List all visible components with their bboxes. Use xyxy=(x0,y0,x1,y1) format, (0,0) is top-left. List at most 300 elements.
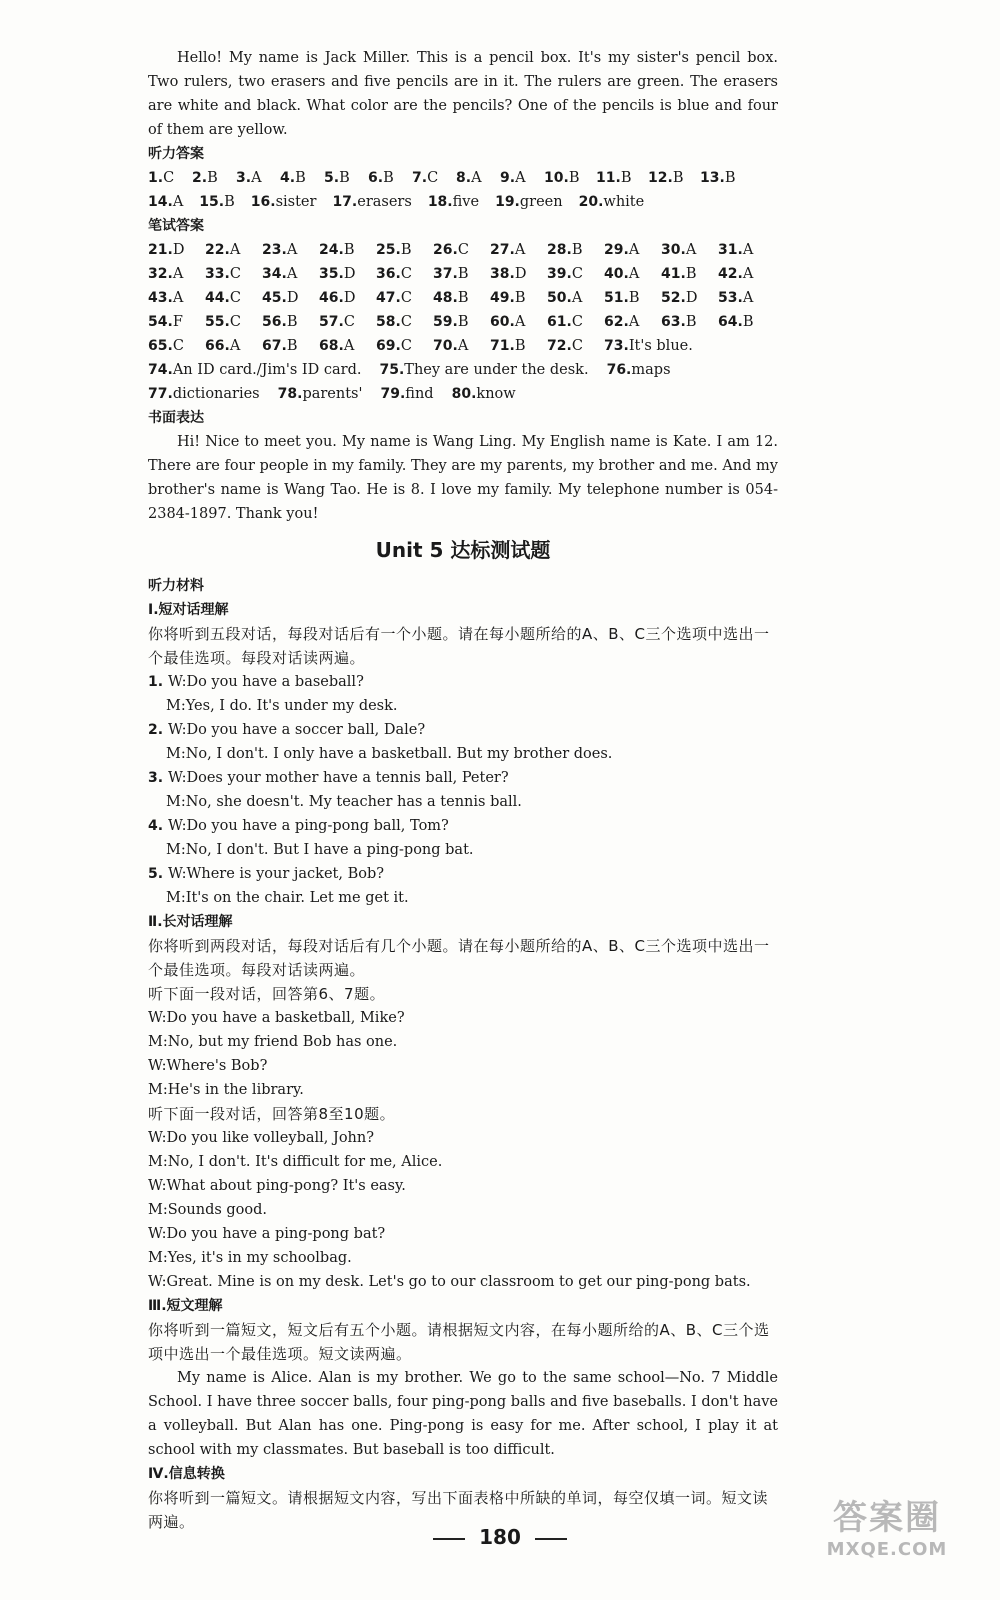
section2-part1-lines xyxy=(148,1006,778,1102)
answer-value: D xyxy=(514,266,527,282)
answer-item xyxy=(205,334,262,358)
answer-item xyxy=(490,310,547,334)
answer-item xyxy=(278,382,363,406)
dialog-line-w xyxy=(148,670,778,694)
answer-number: 27. xyxy=(490,242,515,258)
answer-value: C xyxy=(400,314,412,330)
answer-value: D xyxy=(343,266,356,282)
section1-instruction: 你将听到五段对话，每段对话后有一个小题。请在每小题所给的A、B、C三个选项中选出一个最佳选项。每段对话读两遍。 xyxy=(148,625,770,667)
answer-row xyxy=(148,334,778,358)
dialog-number: 5. xyxy=(148,866,168,882)
answer-item xyxy=(319,238,376,262)
answer-value: D xyxy=(172,242,185,258)
dialog-text: W:Where is your jacket, Bob? xyxy=(167,866,385,882)
answer-item xyxy=(205,262,262,286)
answer-number: 33. xyxy=(205,266,230,282)
answer-item xyxy=(376,310,433,334)
answer-number: 50. xyxy=(547,290,572,306)
answer-value: B xyxy=(742,314,754,330)
answer-number: 39. xyxy=(547,266,572,282)
answer-value: B xyxy=(685,266,697,282)
answer-item xyxy=(547,334,604,358)
answer-item xyxy=(604,334,693,358)
answer-value: B xyxy=(224,194,235,210)
answer-item xyxy=(547,286,604,310)
answer-item xyxy=(262,310,319,334)
answer-value: C xyxy=(172,338,184,354)
section3-title: Ⅲ.短文理解 xyxy=(148,1298,223,1314)
answer-item xyxy=(324,166,368,190)
answer-number: 23. xyxy=(262,242,287,258)
answer-item xyxy=(262,262,319,286)
answer-value: B xyxy=(207,170,218,186)
answer-number: 66. xyxy=(205,338,230,354)
answer-number: 44. xyxy=(205,290,230,306)
answer-item xyxy=(433,310,490,334)
answer-number: 6. xyxy=(368,170,384,186)
answer-number: 60. xyxy=(490,314,515,330)
answer-value: B xyxy=(514,290,526,306)
answer-item xyxy=(718,238,775,262)
section3-instruction: 你将听到一篇短文，短文后有五个小题。请根据短文内容，在每小题所给的A、B、C三个选项中选出一个最佳选项。短文读两遍。 xyxy=(148,1321,770,1363)
answer-item xyxy=(661,310,718,334)
answer-item xyxy=(547,238,604,262)
answer-number: 21. xyxy=(148,242,173,258)
dialog-line-w xyxy=(148,814,778,838)
answer-number: 18. xyxy=(427,194,453,210)
dialog-text: W:Do you have a ping-pong ball, Tom? xyxy=(167,818,449,834)
dialog-line-m: M:It's on the chair. Let me get it. xyxy=(166,890,409,906)
answer-value: B xyxy=(383,170,394,186)
answer-number: 72. xyxy=(547,338,572,354)
answer-number: 10. xyxy=(544,170,569,186)
answer-number: 47. xyxy=(376,290,401,306)
answer-item xyxy=(148,190,183,214)
answer-row xyxy=(148,166,778,190)
answer-item xyxy=(379,358,588,382)
answer-number: 2. xyxy=(192,170,208,186)
answer-item xyxy=(412,166,456,190)
answer-value: white xyxy=(603,194,645,210)
answer-number: 76. xyxy=(606,362,632,378)
answer-value: D xyxy=(685,290,698,306)
answer-value: It's blue. xyxy=(628,338,693,354)
answer-value: A xyxy=(172,266,184,282)
answer-item xyxy=(661,262,718,286)
answer-number: 26. xyxy=(433,242,458,258)
answer-number: 75. xyxy=(379,362,405,378)
answer-number: 68. xyxy=(319,338,344,354)
answer-value: sister xyxy=(275,194,317,210)
answer-value: B xyxy=(457,266,469,282)
answer-value: parents' xyxy=(302,386,363,402)
answer-value: erasers xyxy=(357,194,412,210)
answer-value: B xyxy=(628,290,640,306)
answer-value: An ID card./Jim's ID card. xyxy=(172,362,362,378)
answer-value: B xyxy=(571,242,583,258)
answer-item xyxy=(148,166,192,190)
listening-answers xyxy=(148,166,778,214)
answer-number: 77. xyxy=(148,386,173,402)
answer-item xyxy=(199,190,234,214)
written-answers-heading: 笔试答案 xyxy=(148,218,204,234)
answer-item xyxy=(718,286,775,310)
dialog-line: W:Do you like volleyball, John? xyxy=(148,1130,374,1146)
answer-value: maps xyxy=(631,362,671,378)
dialog-line: M:No, I don't. It's difficult for me, Alice. xyxy=(148,1154,443,1170)
answer-number: 16. xyxy=(250,194,276,210)
answer-item xyxy=(376,238,433,262)
answer-value: B xyxy=(620,170,632,186)
answer-item xyxy=(148,334,205,358)
answer-number: 35. xyxy=(319,266,344,282)
answer-value: A xyxy=(515,170,526,186)
answer-item xyxy=(319,310,376,334)
answer-value: C xyxy=(229,266,241,282)
answer-item xyxy=(490,334,547,358)
answer-number: 59. xyxy=(433,314,458,330)
answer-value: A xyxy=(685,242,697,258)
answer-value: C xyxy=(229,290,241,306)
answer-number: 38. xyxy=(490,266,515,282)
answer-number: 55. xyxy=(205,314,230,330)
dialog-line-w xyxy=(148,718,778,742)
answer-number: 78. xyxy=(277,386,303,402)
answer-value: D xyxy=(286,290,299,306)
answer-number: 74. xyxy=(148,362,173,378)
page-number-dash-right xyxy=(535,1538,567,1540)
answer-item xyxy=(547,262,604,286)
section1-title: Ⅰ.短对话理解 xyxy=(148,602,229,618)
answer-value: C xyxy=(229,314,241,330)
answer-value: C xyxy=(571,338,583,354)
answer-value: C xyxy=(400,338,412,354)
dialog-number: 1. xyxy=(148,674,168,690)
answer-number: 65. xyxy=(148,338,173,354)
answer-item xyxy=(205,238,262,262)
answer-number: 80. xyxy=(451,386,477,402)
section2-part2-lines xyxy=(148,1126,778,1294)
dialog-line: W:What about ping-pong? It's easy. xyxy=(148,1178,406,1194)
answer-row xyxy=(148,358,778,382)
answer-value: A xyxy=(571,290,583,306)
answer-value: C xyxy=(400,266,412,282)
answer-item xyxy=(192,166,236,190)
answer-item xyxy=(490,238,547,262)
page-number-text: 180 xyxy=(479,1525,521,1549)
answer-value: C xyxy=(400,290,412,306)
writing-text: Hi! Nice to meet you. My name is Wang Ling. My English name is Kate. I am 12. There are four people in my family. They are my parents, my brother and me. And my brother's name is Wang Tao. He is 8. I love my family. My telephone number is 054-2384-1897. Thank you! xyxy=(148,434,778,522)
answer-value: five xyxy=(452,194,480,210)
answer-item xyxy=(148,358,361,382)
answer-number: 43. xyxy=(148,290,173,306)
answer-value: B xyxy=(568,170,580,186)
answer-number: 58. xyxy=(376,314,401,330)
answer-item xyxy=(280,166,324,190)
answer-value: C xyxy=(343,314,355,330)
answer-value: B xyxy=(343,242,355,258)
answer-value: B xyxy=(286,314,298,330)
answer-value: A xyxy=(229,242,241,258)
materials-heading: 听力材料 xyxy=(148,578,204,594)
written-answers-lines xyxy=(148,358,778,406)
answer-value: B xyxy=(672,170,684,186)
watermark-line2: MXQE.COM xyxy=(826,1539,948,1560)
answer-number: 70. xyxy=(433,338,458,354)
answer-item xyxy=(661,238,718,262)
answer-value: B xyxy=(457,290,469,306)
answer-value: A xyxy=(471,170,482,186)
answer-item xyxy=(433,334,490,358)
writing-heading: 书面表达 xyxy=(148,410,204,426)
unit-title: Unit 5 达标测试题 xyxy=(375,538,551,562)
answer-number: 48. xyxy=(433,290,458,306)
answer-number: 11. xyxy=(596,170,621,186)
dialog-line: W:Do you have a ping-pong bat? xyxy=(148,1226,386,1242)
answer-row xyxy=(148,286,778,310)
answer-number: 42. xyxy=(718,266,743,282)
dialog-number: 3. xyxy=(148,770,168,786)
answer-item xyxy=(332,190,411,214)
answer-number: 30. xyxy=(661,242,686,258)
answer-value: A xyxy=(343,338,355,354)
answer-number: 40. xyxy=(604,266,629,282)
answer-value: dictionaries xyxy=(172,386,260,402)
dialog-text: W:Do you have a soccer ball, Dale? xyxy=(167,722,426,738)
answer-number: 12. xyxy=(648,170,673,186)
answer-value: A xyxy=(251,170,262,186)
answer-value: B xyxy=(400,242,412,258)
dialog-line: W:Great. Mine is on my desk. Let's go to our classroom to get our ping-pong bats. xyxy=(148,1274,751,1290)
answer-item xyxy=(604,286,661,310)
answer-item xyxy=(376,262,433,286)
answer-number: 63. xyxy=(661,314,686,330)
written-answers-grid xyxy=(148,238,778,358)
answer-value: A xyxy=(742,290,754,306)
answer-number: 73. xyxy=(604,338,629,354)
dialog-line-w xyxy=(148,862,778,886)
section2-part1-intro: 听下面一段对话，回答第6、7题。 xyxy=(148,985,386,1003)
answer-value: D xyxy=(343,290,356,306)
answer-number: 52. xyxy=(661,290,686,306)
answer-item xyxy=(495,190,563,214)
answer-value: A xyxy=(514,314,526,330)
answer-item xyxy=(319,334,376,358)
answer-value: B xyxy=(339,170,350,186)
answer-number: 53. xyxy=(718,290,743,306)
answer-item xyxy=(319,286,376,310)
answer-number: 62. xyxy=(604,314,629,330)
answer-item xyxy=(500,166,544,190)
answer-item xyxy=(251,190,317,214)
answer-item xyxy=(700,166,752,190)
answer-item xyxy=(262,334,319,358)
answer-number: 7. xyxy=(412,170,428,186)
answer-number: 13. xyxy=(700,170,725,186)
dialog-line: M:Sounds good. xyxy=(148,1202,268,1218)
answer-number: 9. xyxy=(500,170,516,186)
answer-number: 5. xyxy=(324,170,340,186)
answer-item xyxy=(456,166,500,190)
answer-item xyxy=(490,286,547,310)
page-content xyxy=(148,46,778,1534)
answer-number: 51. xyxy=(604,290,629,306)
watermark-line1: 答案圈 xyxy=(833,1498,941,1538)
answer-value: A xyxy=(628,242,640,258)
answer-item xyxy=(380,382,433,406)
answer-item xyxy=(368,166,412,190)
dialog-line: M:No, but my friend Bob has one. xyxy=(148,1034,398,1050)
answer-value: A xyxy=(172,290,184,306)
answer-item xyxy=(262,238,319,262)
answer-number: 3. xyxy=(236,170,252,186)
answer-item xyxy=(604,262,661,286)
answer-value: B xyxy=(286,338,298,354)
answer-number: 19. xyxy=(495,194,520,210)
answer-item xyxy=(596,166,648,190)
answer-value: F xyxy=(172,314,183,330)
answer-item xyxy=(604,238,661,262)
section3-text: My name is Alice. Alan is my brother. We go to the same school—No. 7 Middle School. I have three soccer balls, four ping-pong balls and five baseballs. I don't have a volleyball. But Alan has one. Ping-pong is easy for me. After school, I play it at school with my classmates. But baseball is too difficult. xyxy=(148,1370,778,1458)
answer-number: 69. xyxy=(376,338,401,354)
answer-row xyxy=(148,382,778,406)
answer-number: 8. xyxy=(456,170,472,186)
answer-value: B xyxy=(514,338,526,354)
dialog-text: W:Do you have a baseball? xyxy=(167,674,364,690)
answer-item xyxy=(579,190,645,214)
dialog-line-m: M:No, I don't. I only have a basketball. But my brother does. xyxy=(166,746,613,762)
answer-item xyxy=(452,382,516,406)
watermark-logo xyxy=(802,1490,972,1560)
page-number-dash-left xyxy=(433,1538,465,1540)
answer-number: 14. xyxy=(148,194,173,210)
answer-value: A xyxy=(628,266,640,282)
answer-number: 79. xyxy=(380,386,406,402)
answer-number: 29. xyxy=(604,242,629,258)
answer-value: B xyxy=(685,314,697,330)
answer-value: know xyxy=(476,386,516,402)
answer-number: 4. xyxy=(280,170,296,186)
dialog-line: M:Yes, it's in my schoolbag. xyxy=(148,1250,352,1266)
dialog-number: 2. xyxy=(148,722,168,738)
dialog-line-m: M:No, she doesn't. My teacher has a tennis ball. xyxy=(166,794,522,810)
answer-value: C xyxy=(163,170,175,186)
answer-item xyxy=(262,286,319,310)
answer-value: B xyxy=(295,170,306,186)
dialog-line-w xyxy=(148,766,778,790)
answer-number: 64. xyxy=(718,314,743,330)
answer-item xyxy=(547,310,604,334)
answer-number: 37. xyxy=(433,266,458,282)
answer-item xyxy=(205,286,262,310)
answer-value: A xyxy=(286,242,298,258)
answer-row xyxy=(148,238,778,262)
answer-value: C xyxy=(457,242,469,258)
answer-number: 20. xyxy=(578,194,604,210)
answer-value: A xyxy=(457,338,469,354)
answer-number: 32. xyxy=(148,266,173,282)
section2-title: Ⅱ.长对话理解 xyxy=(148,914,233,930)
answer-item xyxy=(433,286,490,310)
answer-item xyxy=(718,262,775,286)
answer-item xyxy=(544,166,596,190)
answer-value: A xyxy=(286,266,298,282)
section1-dialogs xyxy=(148,670,778,910)
answer-row xyxy=(148,262,778,286)
answer-item xyxy=(648,166,700,190)
answer-number: 17. xyxy=(332,194,358,210)
answer-item xyxy=(718,310,775,334)
answer-number: 28. xyxy=(547,242,572,258)
answer-number: 49. xyxy=(490,290,515,306)
dialog-line-m: M:No, I don't. But I have a ping-pong bat. xyxy=(166,842,474,858)
answer-item xyxy=(236,166,280,190)
dialog-line: W:Do you have a basketball, Mike? xyxy=(148,1010,405,1026)
answer-number: 24. xyxy=(319,242,344,258)
section4-instruction: 你将听到一篇短文。请根据短文内容，写出下面表格中所缺的单词，每空仅填一词。短文读两遍。 xyxy=(148,1489,769,1531)
dialog-line-m: M:Yes, I do. It's under my desk. xyxy=(166,698,398,714)
passage-top: Hello! My name is Jack Miller. This is a pencil box. It's my sister's pencil box. Two rulers, two erasers and five pencils are in it. The rulers are green. The erasers are white and black. What color are the pencils? One of the pencils is blue and four of them are yellow. xyxy=(148,50,778,138)
answer-number: 41. xyxy=(661,266,686,282)
answer-value: C xyxy=(571,266,583,282)
answer-item xyxy=(604,310,661,334)
dialog-number: 4. xyxy=(148,818,168,834)
answer-number: 71. xyxy=(490,338,515,354)
answer-value: B xyxy=(457,314,469,330)
answer-item xyxy=(490,262,547,286)
section2-part2-intro: 听下面一段对话，回答第8至10题。 xyxy=(148,1105,396,1123)
answer-value: They are under the desk. xyxy=(404,362,589,378)
section4-title: Ⅳ.信息转换 xyxy=(148,1466,225,1482)
answer-value: A xyxy=(514,242,526,258)
answer-item xyxy=(428,190,479,214)
answer-number: 31. xyxy=(718,242,743,258)
answer-value: C xyxy=(571,314,583,330)
answer-number: 56. xyxy=(262,314,287,330)
answer-item xyxy=(148,382,260,406)
answer-number: 34. xyxy=(262,266,287,282)
listening-answers-heading: 听力答案 xyxy=(148,146,204,162)
answer-item xyxy=(376,286,433,310)
answer-row xyxy=(148,310,778,334)
section2-instruction: 你将听到两段对话，每段对话后有几个小题。请在每小题所给的A、B、C三个选项中选出一个最佳选项。每段对话读两遍。 xyxy=(148,937,770,979)
answer-number: 22. xyxy=(205,242,230,258)
dialog-line: M:He's in the library. xyxy=(148,1082,304,1098)
answer-row xyxy=(148,190,778,214)
answer-item xyxy=(148,286,205,310)
answer-item xyxy=(433,238,490,262)
answer-number: 46. xyxy=(319,290,344,306)
answer-number: 1. xyxy=(148,170,164,186)
answer-number: 61. xyxy=(547,314,572,330)
answer-value: A xyxy=(229,338,241,354)
dialog-text: W:Does your mother have a tennis ball, Peter? xyxy=(167,770,509,786)
answer-number: 25. xyxy=(376,242,401,258)
answer-value: B xyxy=(724,170,736,186)
answer-value: A xyxy=(628,314,640,330)
answer-item xyxy=(148,310,205,334)
answer-value: C xyxy=(427,170,439,186)
answer-item xyxy=(607,358,671,382)
answer-number: 54. xyxy=(148,314,173,330)
answer-item xyxy=(376,334,433,358)
answer-value: green xyxy=(519,194,563,210)
answer-number: 67. xyxy=(262,338,287,354)
answer-item xyxy=(148,238,205,262)
answer-item xyxy=(661,286,718,310)
answer-value: A xyxy=(172,194,184,210)
answer-number: 45. xyxy=(262,290,287,306)
